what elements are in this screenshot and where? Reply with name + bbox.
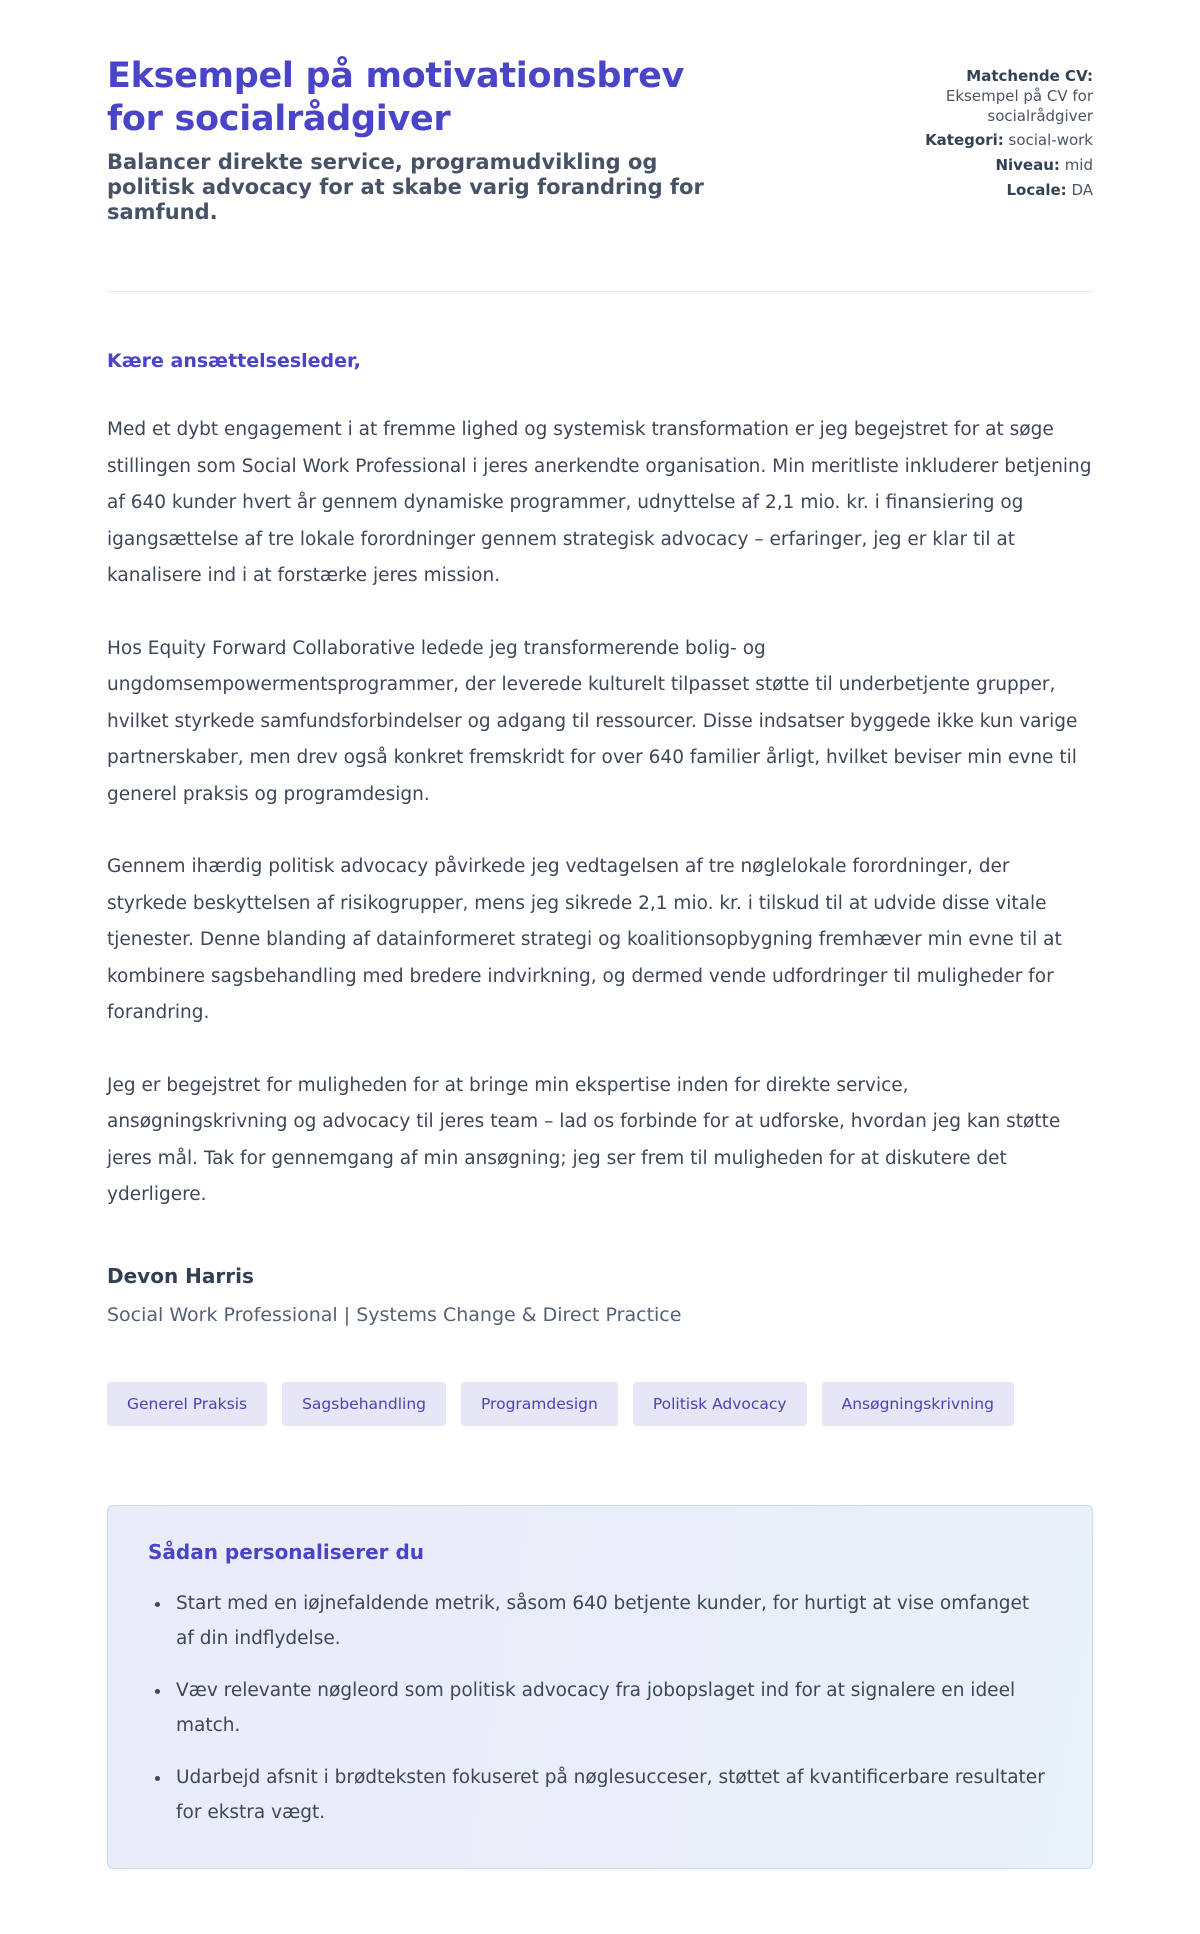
- tip-item: • Start med en iøjnefaldende metrik, såsom 640 betjente kunder, for hurtigt at vise omfanget af din indflydelse.: [172, 1586, 1052, 1656]
- tip-item: • Væv relevante nøgleord som politisk advocacy fra jobopslaget ind for at signalere en ideel match.: [172, 1673, 1052, 1743]
- letter-body: [107, 412, 1093, 1214]
- skill-tag[interactable]: Sagsbehandling: [282, 1382, 446, 1426]
- tips-list: [148, 1586, 1052, 1830]
- letter-paragraph: Jeg er begejstret for muligheden for at bringe min ekspertise inden for direkte service, ansøgningskrivning og advocacy til jeres team – lad os forbinde for at udforske, hvordan jeg kan støtte jeres mål. Tak for gennemgang af min ansøgning; jeg ser frem til muligheden for at diskutere det yderligere.: [107, 1074, 1061, 1206]
- meta-row: [901, 181, 1093, 201]
- meta-row: [901, 156, 1093, 176]
- meta-value: DA: [1071, 180, 1093, 199]
- salutation: Kære ansættelsesleder,: [107, 350, 361, 373]
- meta-value: mid: [1064, 156, 1093, 175]
- page-subtitle: Balancer direkte service, programudvikling og politisk advocacy for at skabe varig forandring for samfund.: [107, 149, 704, 225]
- title-block: [107, 55, 747, 225]
- letter-paragraph: Hos Equity Forward Collaborative ledede jeg transformerende bolig- og ungdomsempowermentsprogrammer, der leverede kulturelt tilpasset støtte til underbetjente grupper, hvilket styrkede samfundsforbindelser og adgang til ressourcer. Disse indsatser byggede ikke kun varige partnerskaber, men drev også konkret fremskridt for over 640 familier årligt, hvilket beviser min evne til generel praksis og programdesign.: [107, 637, 1078, 805]
- skill-tags: [107, 1382, 1093, 1426]
- letter-paragraph: Med et dybt engagement i at fremme lighed og systemisk transformation er jeg begejstret for at søge stillingen som Social Work Professional i jeres anerkendte organisation. Min meritliste inkluderer betjening af 640 kunder hvert år gennem dynamiske programmer, udnyttelse af 2,1 mio. kr. i finansiering og igangsættelse af tre lokale forordninger gennem strategisk advocacy – erfaringer, jeg er klar til at kanalisere ind i at forstærke jeres mission.: [107, 419, 1092, 587]
- meta-row: [901, 131, 1093, 151]
- meta-label: Matchende CV:: [966, 67, 1093, 85]
- meta-value: social-work: [1008, 131, 1093, 150]
- meta-value: Eksempel på CV for socialrådgiver: [945, 86, 1093, 125]
- page-title: Eksempel på motivationsbrev for socialrådgiver: [107, 56, 685, 140]
- meta-label: Kategori:: [925, 131, 1004, 150]
- skill-tag[interactable]: Ansøgningskrivning: [822, 1382, 1014, 1426]
- meta-panel: [901, 67, 1093, 206]
- header-divider: [107, 291, 1093, 292]
- signature-name: Devon Harris: [107, 1263, 254, 1288]
- page-header: [107, 55, 1093, 225]
- skill-tag[interactable]: Generel Praksis: [107, 1382, 267, 1426]
- cover-letter-page: [107, 0, 1093, 1933]
- meta-label: Locale:: [1006, 180, 1067, 199]
- signature-role: Social Work Professional | Systems Change & Direct Practice: [107, 1303, 682, 1326]
- tip-item: • Udarbejd afsnit i brødteksten fokuseret på nøglesucceser, støttet af kvantificerbare resultater for ekstra vægt.: [172, 1760, 1052, 1830]
- tips-title: Sådan personaliserer du: [148, 1539, 425, 1564]
- skill-tag[interactable]: Programdesign: [461, 1382, 618, 1426]
- meta-label: Niveau:: [995, 156, 1060, 175]
- tips-box: [107, 1505, 1093, 1869]
- meta-row: [901, 67, 1093, 126]
- skill-tag[interactable]: Politisk Advocacy: [633, 1382, 807, 1426]
- letter-paragraph: Gennem ihærdig politisk advocacy påvirkede jeg vedtagelsen af tre nøglelokale forordninger, der styrkede beskyttelsen af risikogrupper, mens jeg sikrede 2,1 mio. kr. i tilskud til at udvide disse vitale tjenester. Denne blanding af datainformeret strategi og koalitionsopbygning fremhæver min evne til at kombinere sagsbehandling med bredere indvirkning, og dermed vende udfordringer til muligheder for forandring.: [107, 856, 1062, 1024]
- signature-block: [107, 1264, 1093, 1326]
